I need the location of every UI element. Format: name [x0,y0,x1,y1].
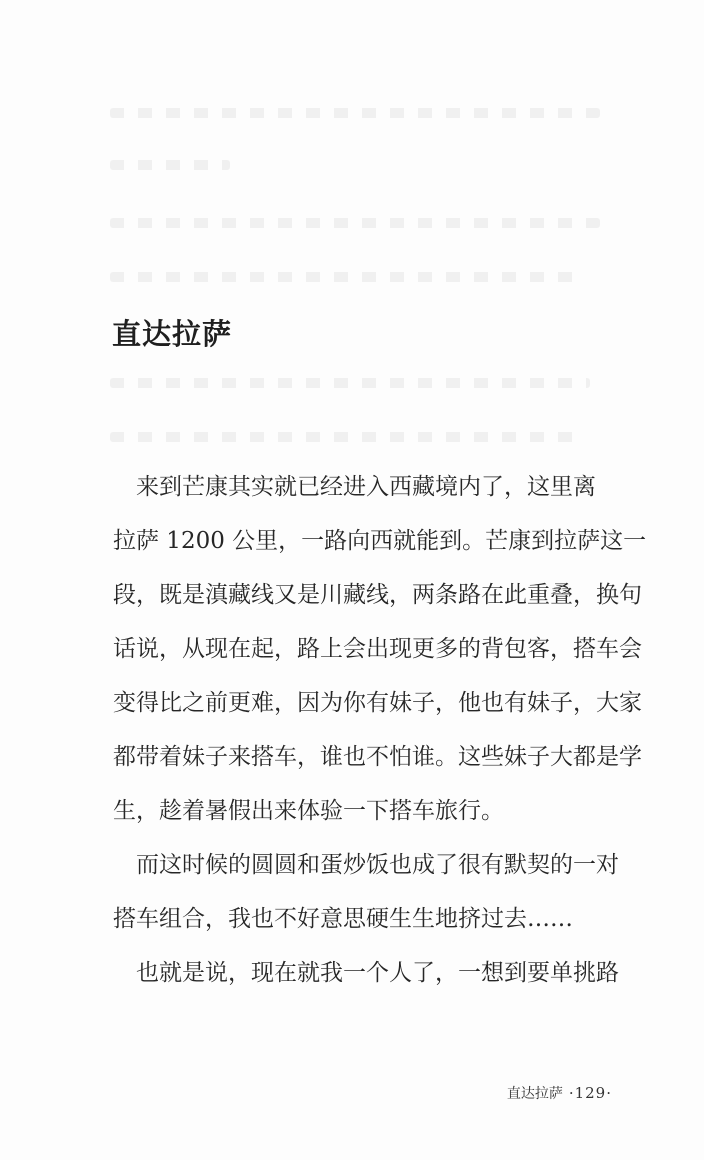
section-title: 直达拉萨 [112,317,233,351]
text-line: 来到芒康其实就已经进入西藏境内了，这里离 [113,474,596,500]
bleed-through-mark [110,160,230,170]
bleed-through-mark [110,218,600,228]
text-line: 搭车组合，我也不好意思硬生生地挤过去…… [113,906,573,932]
page-footer [507,1083,612,1103]
bleed-through-mark [110,272,580,282]
text-line: 都带着妹子来搭车，谁也不怕谁。这些妹子大都是学 [113,744,642,770]
text-line: 生，趁着暑假出来体验一下搭车旅行。 [113,798,504,824]
page-number: ·129· [568,1084,612,1102]
text-line: 也就是说，现在就我一个人了，一想到要单挑路 [113,960,619,986]
text-line: 段，既是滇藏线又是川藏线，两条路在此重叠，换句 [113,582,642,608]
text-line: 而这时候的圆圆和蛋炒饭也成了很有默契的一对 [113,852,619,878]
running-head: 直达拉萨 [506,1086,563,1102]
text-line: 话说，从现在起，路上会出现更多的背包客，搭车会 [113,636,642,662]
bleed-through-mark [110,108,600,118]
bleed-through-mark [110,378,590,388]
text-line: 变得比之前更难，因为你有妹子，他也有妹子，大家 [113,690,642,716]
text-line: 拉萨 1200 公里，一路向西就能到。芒康到拉萨这一 [113,528,647,554]
bleed-through-mark [110,432,580,442]
